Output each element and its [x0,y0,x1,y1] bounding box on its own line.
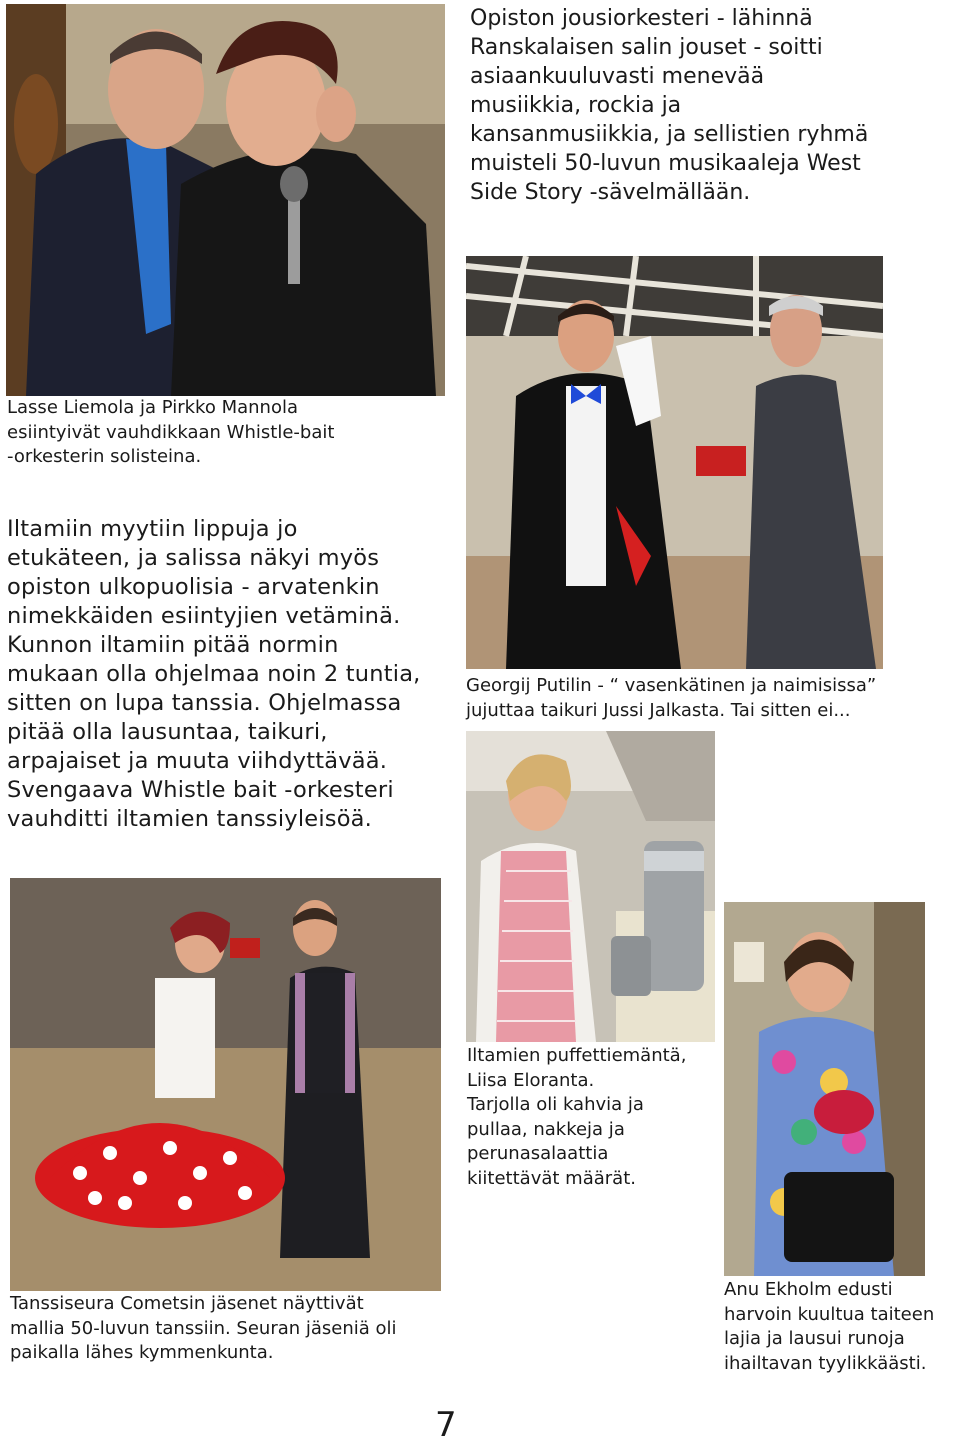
buffet-caption: Iltamien puffettiemäntä, Liisa Eloranta. Tarjolla oli kahvia ja pullaa, nakkeja ja perunasalaattia kiitettävät määrät. [467,1045,687,1189]
reciter-caption: Anu Ekholm edusti harvoin kuultua taiteen lajia ja lausui runoja ihailtavan tyylikkäästi. [724,1279,935,1374]
photo-buffet [466,731,715,1042]
photo-reciter [724,902,925,1276]
magician-caption: Georgij Putilin - “ vasenkätinen ja naimisissa” jujuttaa taikuri Jussi Jalkasta. Tai sitten ei... [466,675,877,721]
dancers-caption: Tanssiseura Cometsin jäsenet näyttivät mallia 50-luvun tanssiin. Seuran jäseniä oli paikalla lähes kymmenkunta. [10,1293,397,1364]
orchestra-intro-text: Opiston jousiorkesteri - lähinnä Ranskalaisen salin jouset - soitti asiaankuuluvasti menevää musiikkia, rockia ja kansanmusiikkia, ja sellistien ryhmä muisteli 50-luvun musikaaleja West Side Story -sävelmällään. [470,6,869,205]
page-number: 7 [435,1405,457,1445]
evening-article-text: Iltamiin myytiin lippuja jo etukäteen, ja salissa näkyi myös opiston ulkopuolisia - arvatenkin nimekkäiden esiintyjien vetäminä. Kunnon iltamiin pitää normin mukaan olla ohjelmaa noin 2 tuntia, sitten on lupa tanssia. Ohjelmassa pitää olla lausuntaa, taikuri, arpajaiset ja muuta viihdyttävää. Svengaava Whistle bait -orkesteri vauhditti iltamien tanssiyleisöä. [7,516,421,832]
photo-dancers [10,878,441,1291]
photo-singers [6,4,445,396]
photo-magician [466,256,883,669]
singers-caption: Lasse Liemola ja Pirkko Mannola esiintyivät vauhdikkaan Whistle-bait -orkesterin solisteina. [7,397,335,468]
